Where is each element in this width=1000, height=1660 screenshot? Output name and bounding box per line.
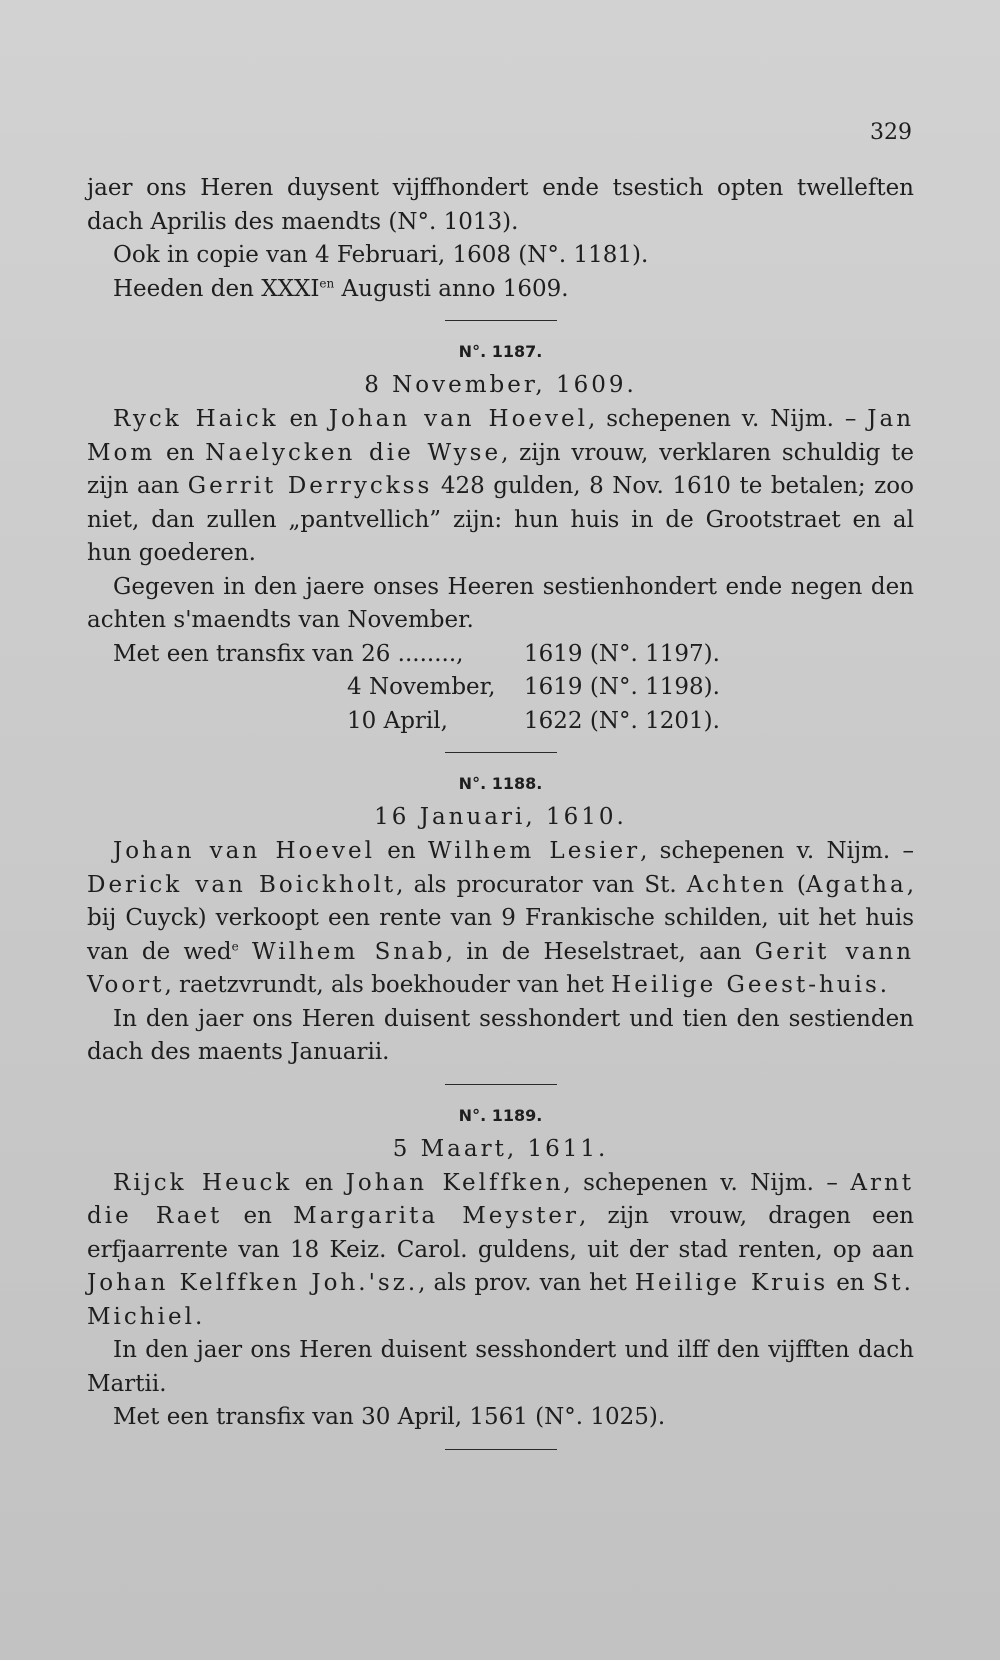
- entry-closing: In den jaer ons Heren duisent sesshondert und tien den sestienden dach des maents Januarii.: [87, 1005, 914, 1065]
- person-name: Ryck Haick: [113, 406, 279, 432]
- body-text: , zijn vrouw, dragen een erfjaarrente van 18 Keiz. Carol. guldens, uit der stad renten, op aan: [87, 1203, 914, 1263]
- entry-closing: In den jaer ons Heren duisent sesshondert und ilff den vijfften dach Martii.: [87, 1337, 914, 1397]
- body-text: , schepenen v. Nijm. –: [640, 838, 914, 864]
- person-name: St. Michiel: [87, 1270, 914, 1330]
- person-name: Margarita Meyster: [293, 1203, 580, 1229]
- body-text: , schepenen v. Nijm. –: [588, 406, 868, 432]
- page-number: 329: [870, 120, 912, 145]
- body-text: 428 gulden, 8 Nov. 1610 te betalen; zoo niet, dan zullen „pantvellich” zijn: hun huis in de Grootstraet en al hun goederen.: [87, 473, 914, 566]
- person-name: Arnt die Raet: [87, 1169, 915, 1229]
- entry-number: N°. 1189.: [458, 1105, 543, 1125]
- person-name: Achten: [686, 871, 787, 898]
- entry-body: [87, 835, 914, 1003]
- entry-closing: Gegeven in den jaere onses Heeren sestienhondert ende negen den achten s'maendts van November.: [87, 573, 914, 633]
- transfix-line: 4 November, 1619 (N°. 1198).: [347, 674, 720, 700]
- body-text: en: [278, 406, 329, 432]
- entry-number: N°. 1187.: [458, 342, 543, 361]
- body-text: e: [231, 938, 239, 953]
- person-name: Johan van Hoevel: [328, 406, 588, 432]
- person-name: Derick van Boickholt: [87, 871, 397, 898]
- body-text: , bij Cuyck) verkoopt een rente van 9 Frankische schilden, uit het huis van de wed: [87, 871, 914, 965]
- person-name: Wilhem Lesier: [427, 838, 641, 864]
- body-text: en: [155, 439, 206, 466]
- dated-note: Heeden den $XXXI^{en}$ Augusti anno 1609.: [113, 275, 569, 302]
- body-text: .: [194, 1303, 203, 1330]
- section-divider: [445, 320, 557, 321]
- person-name: Gerrit Derryckss: [187, 473, 433, 499]
- body-text: en: [222, 1203, 294, 1229]
- body-text: en: [828, 1270, 873, 1296]
- body-text: , raetzvrundt, als boekhouder van het: [164, 972, 612, 998]
- body-text: , schepenen v. Nijm. –: [563, 1169, 851, 1196]
- body-text: .: [879, 972, 888, 998]
- person-name: Heilige Geest-huis: [611, 972, 880, 998]
- section-divider: [445, 752, 557, 753]
- person-name: Johan Kelffken Joh.'sz.: [87, 1270, 419, 1296]
- entry-body: [87, 403, 914, 571]
- person-name: Gerit vann Voort: [87, 938, 915, 998]
- person-name: Wilhem Snab: [252, 938, 446, 965]
- body-text: , als procurator van St.: [396, 871, 687, 898]
- section-divider: [445, 1449, 557, 1450]
- copy-note: Ook in copie van 4 Februari, 1608 (N°. 1181).: [113, 242, 649, 268]
- intro-paragraph: jaer ons Heren duysent vijffhondert ende tsestich opten twelleften dach Aprilis des maendts (N°. 1013).: [87, 175, 914, 235]
- body-text: en: [374, 838, 428, 864]
- body-text: , als prov. van het: [418, 1270, 635, 1296]
- transfix-line: Met een transfix van 30 April, 1561 (N°. 1025).: [113, 1404, 666, 1430]
- section-divider: [445, 1084, 557, 1085]
- body-text: , zijn vrouw, verklaren schuldig te zijn aan: [87, 439, 914, 499]
- entry-body: [87, 1167, 914, 1335]
- body-text: en: [292, 1169, 346, 1196]
- transfix-line: 10 April, 1622 (N°. 1201).: [347, 707, 720, 734]
- person-name: Johan Kelffken: [345, 1169, 564, 1196]
- person-name: Johan van Hoevel: [113, 838, 375, 864]
- text-column: [87, 172, 914, 1466]
- entry-number: N°. 1188.: [458, 774, 543, 793]
- person-name: Naelycken die Wyse: [205, 439, 502, 466]
- body-text: [239, 939, 252, 965]
- body-text: , in de Heselstraet, aan: [445, 938, 755, 965]
- person-name: Rijck Heuck: [113, 1169, 293, 1196]
- transfix-line: Met een transfix van 26 ........, 1619 (N°. 1197).: [113, 640, 720, 667]
- entry-date: 16 Januari, 1610.: [374, 804, 627, 830]
- entry-date: 5 Maart, 1611.: [392, 1135, 609, 1162]
- body-text: (: [786, 871, 806, 898]
- person-name: Agatha: [805, 871, 907, 898]
- entry-date: 8 November, 1609.: [364, 372, 637, 398]
- person-name: Jan Mom: [87, 406, 915, 466]
- person-name: Heilige Kruis: [634, 1270, 829, 1296]
